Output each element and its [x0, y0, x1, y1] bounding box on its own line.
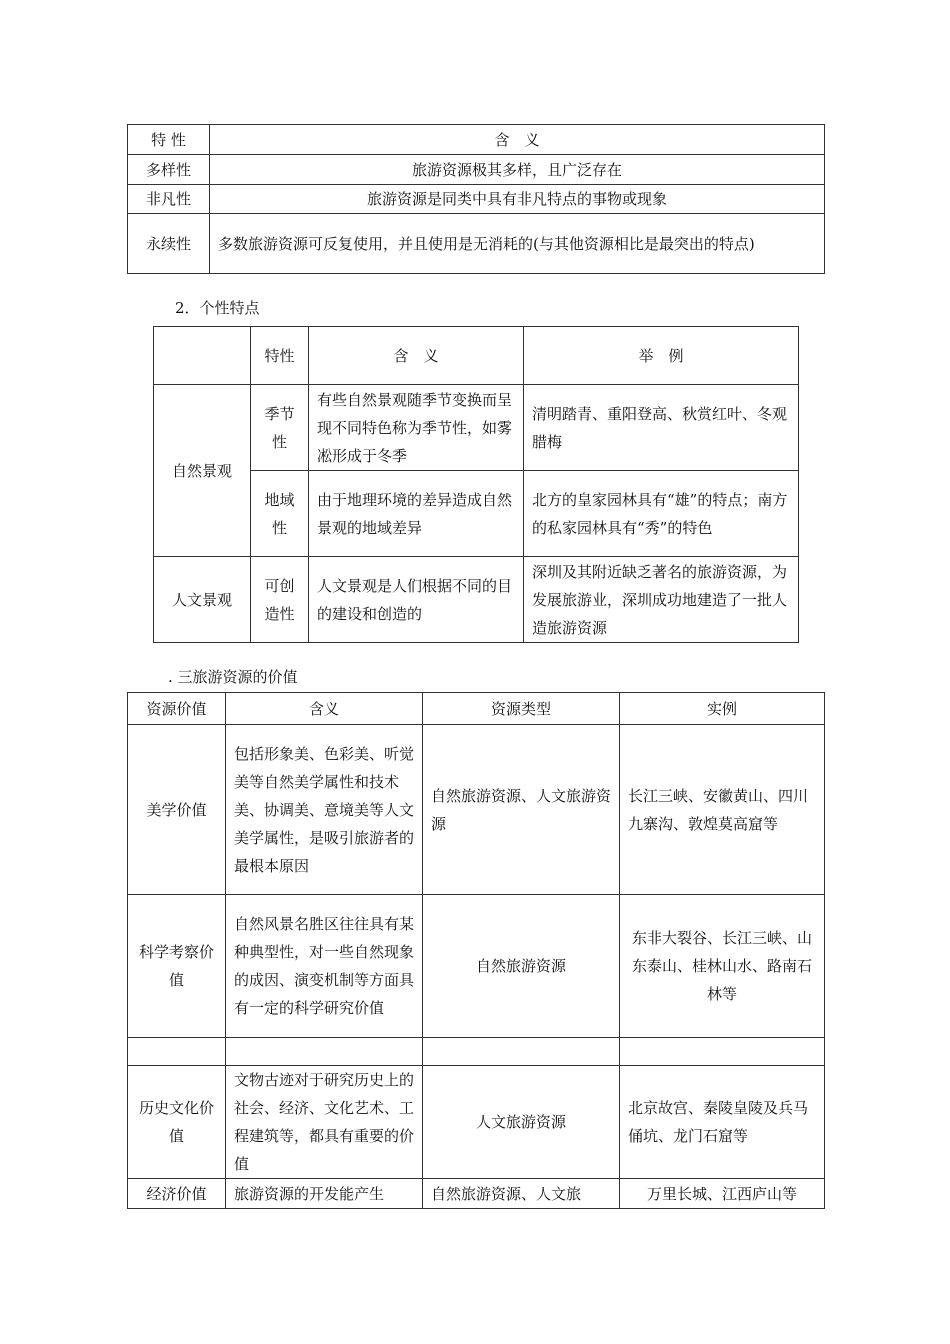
table-row	[128, 185, 825, 214]
common-traits-table	[127, 124, 825, 274]
header-cell: 含 义	[309, 327, 524, 385]
value-cell: 美学价值	[128, 725, 226, 895]
meaning-cell: 有些自然景观随季节变换而呈现不同特色称为季节性，如雾凇形成于冬季	[309, 385, 524, 471]
trait-cell: 多样性	[128, 155, 210, 185]
table-row	[128, 155, 825, 185]
table-row-empty	[128, 1038, 825, 1066]
meaning-cell: 自然风景名胜区往往具有某种典型性，对一些自然现象的成因、演变机制等方面具有一定的科学研究价值	[226, 895, 423, 1038]
meaning-cell: 文物古迹对于研究历史上的社会、经济、文化艺术、工程建筑等，都具有重要的价值	[226, 1066, 423, 1179]
individual-traits-table	[153, 326, 799, 643]
meaning-cell: 人文景观是人们根据不同的目的建设和创造的	[309, 557, 524, 643]
section-3-title: . 三旅游资源的价值	[168, 668, 298, 686]
table-row	[128, 895, 825, 1038]
meaning-cell: 旅游资源是同类中具有非凡特点的事物或现象	[210, 185, 825, 214]
meaning-cell: 多数旅游资源可反复使用，并且使用是无消耗的(与其他资源相比是最突出的特点)	[210, 214, 825, 274]
header-cell: 实例	[620, 693, 825, 725]
example-cell: 深圳及其附近缺乏著名的旅游资源，为发展旅游业，深圳成功地建造了一批人造旅游资源	[524, 557, 799, 643]
meaning-cell: 由于地理环境的差异造成自然景观的地域差异	[309, 471, 524, 557]
empty-cell	[226, 1038, 423, 1066]
section-2-title: 2．个性特点	[175, 299, 260, 317]
empty-cell	[128, 1038, 226, 1066]
type-cell: 自然旅游资源、人文旅游资源	[423, 725, 620, 895]
table-header-row	[154, 327, 799, 385]
header-cell: 含义	[226, 693, 423, 725]
trait-cell: 可创造性	[251, 557, 309, 643]
empty-cell	[423, 1038, 620, 1066]
example-cell: 北京故宫、秦陵皇陵及兵马俑坑、龙门石窟等	[620, 1066, 825, 1179]
table-header-row	[128, 693, 825, 725]
type-cell: 自然旅游资源	[423, 895, 620, 1038]
header-cell	[154, 327, 251, 385]
category-cell: 人文景观	[154, 557, 251, 643]
category-cell: 自然景观	[154, 385, 251, 557]
meaning-cell: 旅游资源极其多样，且广泛存在	[210, 155, 825, 185]
table-row	[154, 557, 799, 643]
type-cell: 人文旅游资源	[423, 1066, 620, 1179]
example-cell: 北方的皇家园林具有“雄”的特点；南方的私家园林具有“秀”的特色	[524, 471, 799, 557]
table-row	[128, 1066, 825, 1179]
example-cell: 东非大裂谷、长江三峡、山东泰山、桂林山水、路南石林等	[620, 895, 825, 1038]
header-cell: 特 性	[128, 125, 210, 155]
example-cell: 长江三峡、安徽黄山、四川九寨沟、敦煌莫高窟等	[620, 725, 825, 895]
table-row	[154, 385, 799, 471]
meaning-cell: 旅游资源的开发能产生	[226, 1179, 423, 1209]
resource-value-table	[127, 692, 825, 1209]
header-cell: 资源类型	[423, 693, 620, 725]
header-cell: 资源价值	[128, 693, 226, 725]
table-header-row	[128, 125, 825, 155]
header-cell: 举 例	[524, 327, 799, 385]
table-row	[154, 471, 799, 557]
empty-cell	[620, 1038, 825, 1066]
table-row	[128, 214, 825, 274]
trait-cell: 地域性	[251, 471, 309, 557]
trait-cell: 季节性	[251, 385, 309, 471]
example-cell: 万里长城、江西庐山等	[620, 1179, 825, 1209]
type-cell: 自然旅游资源、人文旅	[423, 1179, 620, 1209]
value-cell: 经济价值	[128, 1179, 226, 1209]
table-row	[128, 725, 825, 895]
trait-cell: 非凡性	[128, 185, 210, 214]
table-row	[128, 1179, 825, 1209]
header-cell: 含 义	[210, 125, 825, 155]
trait-cell: 永续性	[128, 214, 210, 274]
example-cell: 清明踏青、重阳登高、秋赏红叶、冬观腊梅	[524, 385, 799, 471]
value-cell: 历史文化价值	[128, 1066, 226, 1179]
value-cell: 科学考察价值	[128, 895, 226, 1038]
header-cell: 特性	[251, 327, 309, 385]
meaning-cell: 包括形象美、色彩美、听觉美等自然美学属性和技术美、协调美、意境美等人文美学属性，是吸引旅游者的最根本原因	[226, 725, 423, 895]
